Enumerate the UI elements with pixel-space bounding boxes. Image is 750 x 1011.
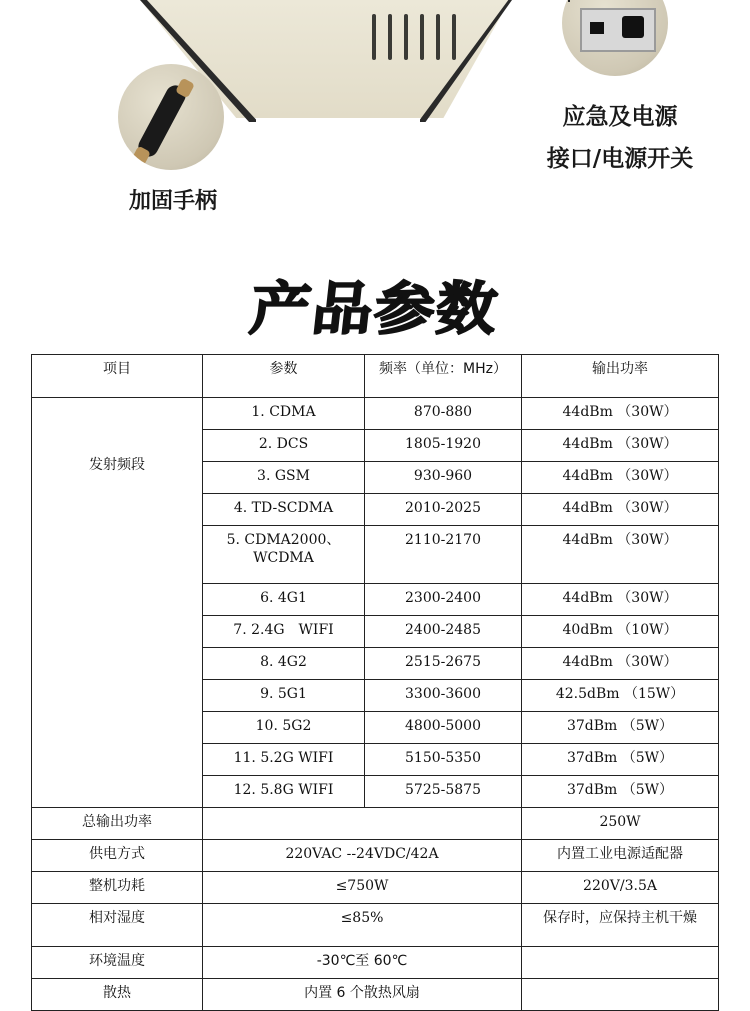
- handle-photo: [118, 64, 224, 170]
- header-item: 项目: [32, 355, 203, 398]
- band-power: 44dBm （30W）: [522, 398, 719, 430]
- vent-slot: [436, 14, 440, 60]
- header-frequency: 频率（单位：MHz）: [365, 355, 522, 398]
- band-frequency: 4800-5000: [365, 712, 522, 744]
- band-power: 44dBm （30W）: [522, 462, 719, 494]
- emission-band-label: 发射频段: [32, 398, 203, 808]
- handle-caption: 加固手柄: [128, 189, 217, 214]
- row-value: 250W: [522, 808, 719, 840]
- power-caption-line2: 接口/电源开关: [546, 146, 694, 172]
- band-power: 44dBm （30W）: [522, 648, 719, 680]
- cable-icon: [568, 0, 606, 2]
- table-row-humidity: [32, 904, 719, 947]
- band-name: 3. GSM: [203, 462, 365, 494]
- band-frequency: 2110-2170: [365, 526, 522, 584]
- band-name: 8. 4G2: [203, 648, 365, 680]
- band-name: 11. 5.2G WIFI: [203, 744, 365, 776]
- row-value: 内置工业电源适配器: [522, 840, 719, 872]
- band-frequency: 2300-2400: [365, 584, 522, 616]
- row-value: [522, 947, 719, 979]
- power-interface-photo: [562, 0, 668, 76]
- band-name: 6. 4G1: [203, 584, 365, 616]
- row-param: 220VAC --24VDC/42A: [203, 840, 522, 872]
- band-frequency: 1805-1920: [365, 430, 522, 462]
- row-param: 内置 6 个散热风扇: [203, 979, 522, 1011]
- table-row: [32, 398, 719, 430]
- row-param: ≤85%: [203, 904, 522, 947]
- vent-slot: [388, 14, 392, 60]
- table-row-power-supply: [32, 840, 719, 872]
- power-switch-icon: [590, 22, 604, 34]
- band-power: 40dBm （10W）: [522, 616, 719, 648]
- band-power: 44dBm （30W）: [522, 526, 719, 584]
- row-label: 相对湿度: [32, 904, 203, 947]
- row-value: [522, 979, 719, 1011]
- row-value: 220V/3.5A: [522, 872, 719, 904]
- band-frequency: 3300-3600: [365, 680, 522, 712]
- power-panel: [580, 8, 656, 52]
- row-label: 总输出功率: [32, 808, 203, 840]
- band-frequency: 2010-2025: [365, 494, 522, 526]
- vent-slot: [420, 14, 424, 60]
- band-power: 37dBm （5W）: [522, 744, 719, 776]
- band-power: 44dBm （30W）: [522, 584, 719, 616]
- band-frequency: 2515-2675: [365, 648, 522, 680]
- table-row-cooling: [32, 979, 719, 1011]
- band-frequency: 930-960: [365, 462, 522, 494]
- table-row-power-consumption: [32, 872, 719, 904]
- band-frequency: 2400-2485: [365, 616, 522, 648]
- spec-table: [31, 354, 719, 1011]
- row-label: 环境温度: [32, 947, 203, 979]
- row-label: 散热: [32, 979, 203, 1011]
- vent-slot: [452, 14, 456, 60]
- band-power: 42.5dBm （15W）: [522, 680, 719, 712]
- section-title: 产品参数: [246, 276, 503, 343]
- vent-slot: [404, 14, 408, 60]
- band-power: 37dBm （5W）: [522, 712, 719, 744]
- row-param: -30℃至 60℃: [203, 947, 522, 979]
- band-power: 44dBm （30W）: [522, 430, 719, 462]
- row-param: ≤750W: [203, 872, 522, 904]
- band-power: 44dBm （30W）: [522, 494, 719, 526]
- band-name: 5. CDMA2000、WCDMA: [203, 526, 365, 584]
- band-name: 10. 5G2: [203, 712, 365, 744]
- row-label: 供电方式: [32, 840, 203, 872]
- row-param: [203, 808, 522, 840]
- header-output-power: 输出功率: [522, 355, 719, 398]
- band-frequency: 870-880: [365, 398, 522, 430]
- band-name: 7. 2.4G WIFI: [203, 616, 365, 648]
- band-name: 12. 5.8G WIFI: [203, 776, 365, 808]
- power-socket-icon: [622, 16, 644, 38]
- table-header-row: [32, 355, 719, 398]
- table-row-total-power: [32, 808, 719, 840]
- row-label: 整机功耗: [32, 872, 203, 904]
- band-name: 9. 5G1: [203, 680, 365, 712]
- band-name: 4. TD-SCDMA: [203, 494, 365, 526]
- band-power: 37dBm （5W）: [522, 776, 719, 808]
- table-row-temperature: [32, 947, 719, 979]
- band-frequency: 5725-5875: [365, 776, 522, 808]
- band-name: 1. CDMA: [203, 398, 365, 430]
- band-name: 2. DCS: [203, 430, 365, 462]
- band-frequency: 5150-5350: [365, 744, 522, 776]
- power-caption-line1: 应急及电源: [562, 104, 678, 130]
- header-param: 参数: [203, 355, 365, 398]
- vent-slot: [372, 14, 376, 60]
- row-value: 保存时，应保持主机干燥: [522, 904, 719, 947]
